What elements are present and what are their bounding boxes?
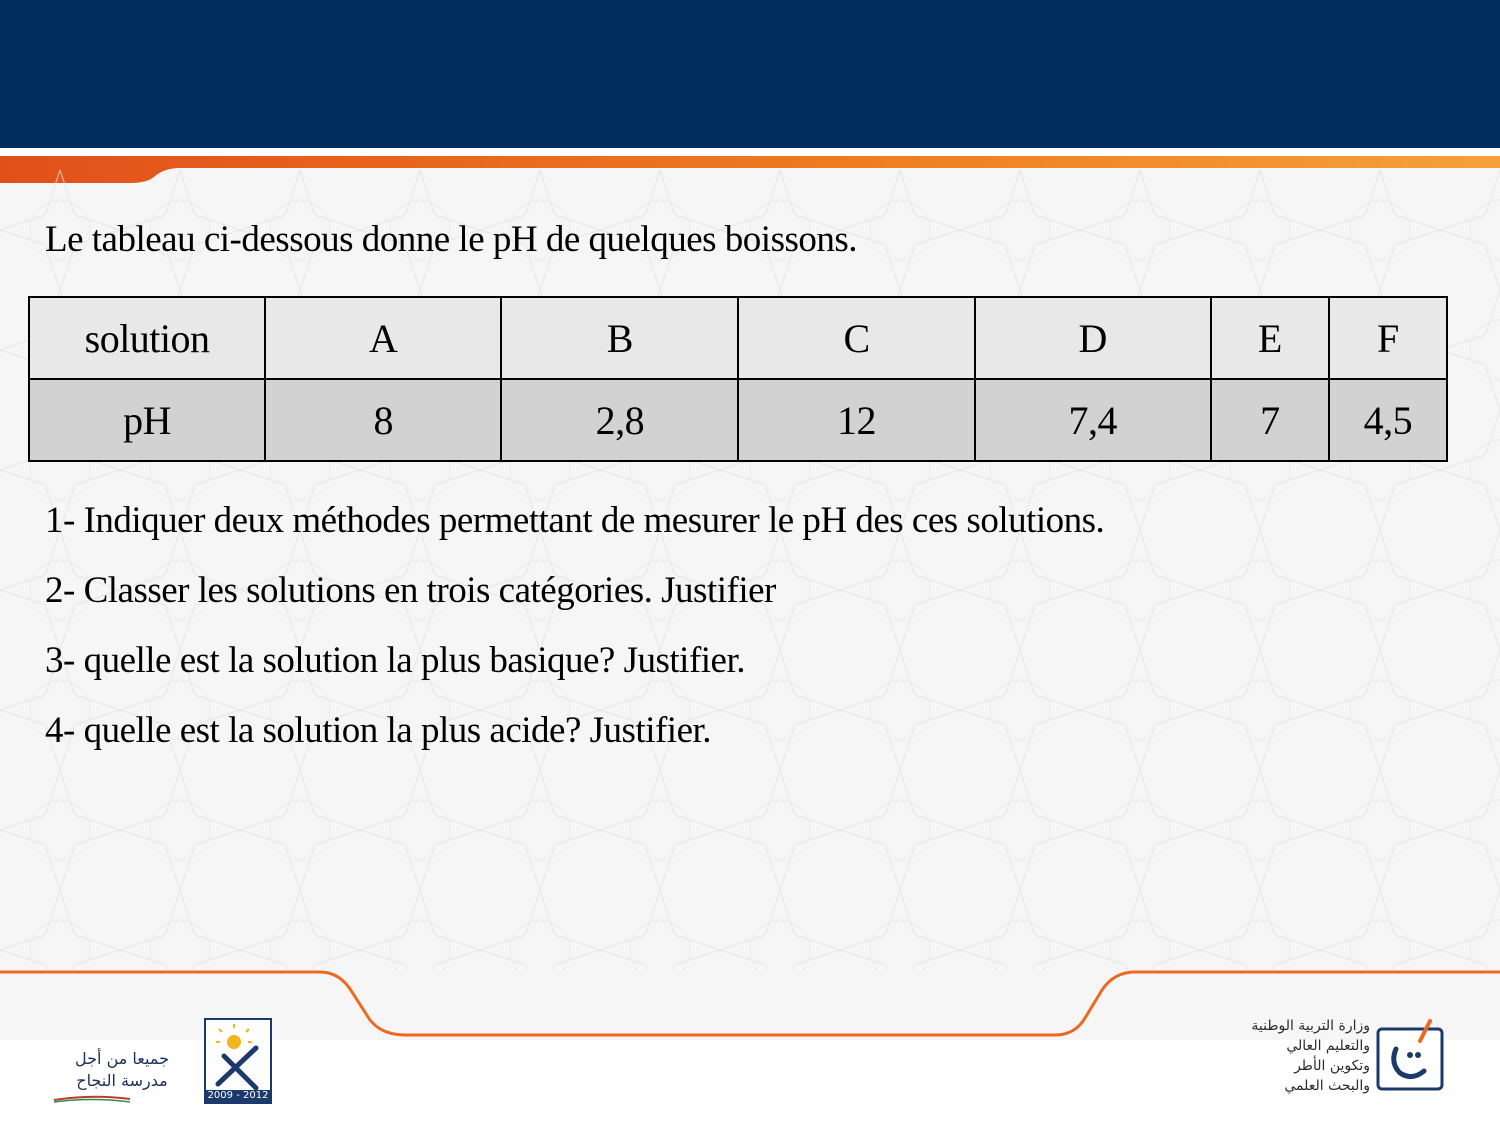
ph-value-cell: 2,8: [501, 379, 738, 461]
slogan-underline: [52, 1094, 132, 1104]
solution-cell: A: [265, 297, 501, 379]
ph-value-cell: 7: [1211, 379, 1329, 461]
question-4: 4- quelle est la solution la plus acide? Justifier.: [45, 710, 712, 751]
solution-cell: F: [1329, 297, 1447, 379]
ph-value-cell: 8: [265, 379, 501, 461]
ministry-line-4: والبحث العلمي: [1284, 1078, 1370, 1094]
solution-cell: B: [501, 297, 738, 379]
question-3: 3- quelle est la solution la plus basique? Justifier.: [45, 640, 746, 681]
ph-value-cell: 12: [738, 379, 974, 461]
ministry-name: [1105, 1016, 1370, 1096]
table-ph-row: [29, 379, 1447, 461]
slogan-line-1: جميعا من أجل: [75, 1049, 169, 1068]
ministry-logo-icon: [1374, 1015, 1448, 1093]
question-2: 2- Classer les solutions en trois catégories. Justifier: [45, 570, 776, 611]
slogan-line-2: مدرسة النجاح: [76, 1071, 168, 1090]
solution-cell: D: [975, 297, 1211, 379]
ph-value-cell: 7,4: [975, 379, 1211, 461]
ministry-line-1: وزارة التربية الوطنية: [1251, 1018, 1370, 1034]
ministry-line-2: والتعليم العالي: [1286, 1038, 1370, 1054]
table-header-label: solution: [29, 297, 265, 379]
ministry-line-3: وتكوين الأطر: [1294, 1058, 1370, 1074]
table-row-label: pH: [29, 379, 265, 461]
ph-value-cell: 4,5: [1329, 379, 1447, 461]
question-list: [45, 498, 1104, 778]
solution-cell: E: [1211, 297, 1329, 379]
intro-text: Le tableau ci-dessous donne le pH de quelques boissons.: [45, 219, 858, 260]
question-1: 1- Indiquer deux méthodes permettant de mesurer le pH des ces solutions.: [45, 500, 1105, 541]
emblem-years: 2009 - 2012: [207, 1090, 269, 1101]
ph-table: [28, 296, 1448, 462]
table-header-row: [29, 297, 1447, 379]
solution-cell: C: [738, 297, 974, 379]
slogan-text: [48, 1048, 196, 1092]
